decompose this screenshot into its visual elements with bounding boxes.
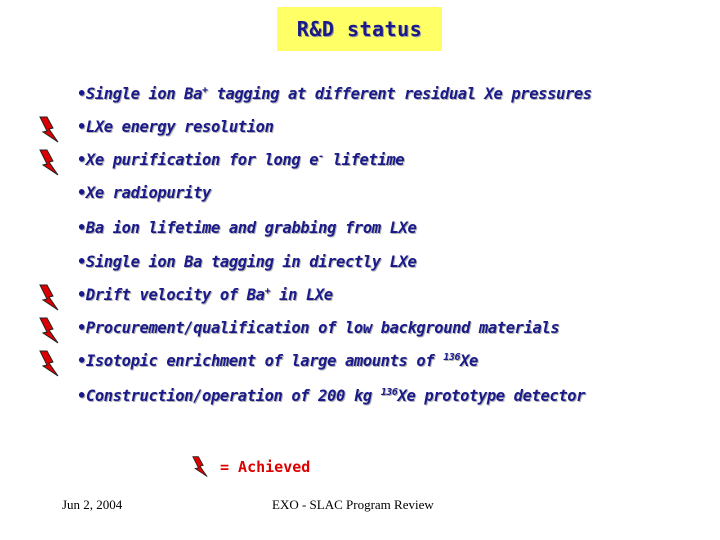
legend-label: = Achieved (220, 458, 311, 476)
list-item (0, 216, 720, 246)
lightning-bolt-icon (34, 316, 64, 346)
list-item-text: •Single ion Ba tagging in directly LXe (77, 253, 417, 271)
list-item (0, 283, 720, 313)
list-item-text: •Ba ion lifetime and grabbing from LXe (77, 219, 417, 237)
lightning-bolt-icon (34, 115, 64, 145)
list-item (0, 148, 720, 178)
lightning-bolt-icon (34, 148, 64, 178)
lightning-bolt-icon (34, 349, 64, 379)
list-item (0, 349, 720, 379)
list-item-text: •Procurement/qualification of low background materials (77, 319, 560, 337)
list-item-text: •Construction/operation of 200 kg $^{136}$Xe prototype detector (77, 386, 586, 405)
list-item (0, 316, 720, 346)
list-item-text: •Drift velocity of Ba+ in LXe (77, 285, 333, 304)
list-item-text: •Xe purification for long e- lifetime (77, 150, 405, 169)
list-item-text: •Single ion Ba+ tagging at different residual Xe pressures (77, 84, 592, 103)
list-item (0, 115, 720, 145)
list-item-text: •LXe energy resolution (77, 118, 274, 136)
lightning-bolt-icon (188, 454, 212, 480)
list-item-text: •Isotopic enrichment of large amounts of $^{136}$Xe (77, 351, 478, 370)
footer-event: EXO - SLAC Program Review (272, 497, 434, 512)
list-item (0, 384, 720, 414)
list-item (0, 82, 720, 112)
list-item (0, 250, 720, 280)
lightning-bolt-icon (34, 283, 64, 313)
footer-date: Jun 2, 2004 (62, 497, 123, 512)
list-item (0, 181, 720, 211)
list-item-text: •Xe radiopurity (77, 184, 211, 202)
title-box (277, 7, 442, 51)
slide-title: R&D status (296, 17, 423, 41)
